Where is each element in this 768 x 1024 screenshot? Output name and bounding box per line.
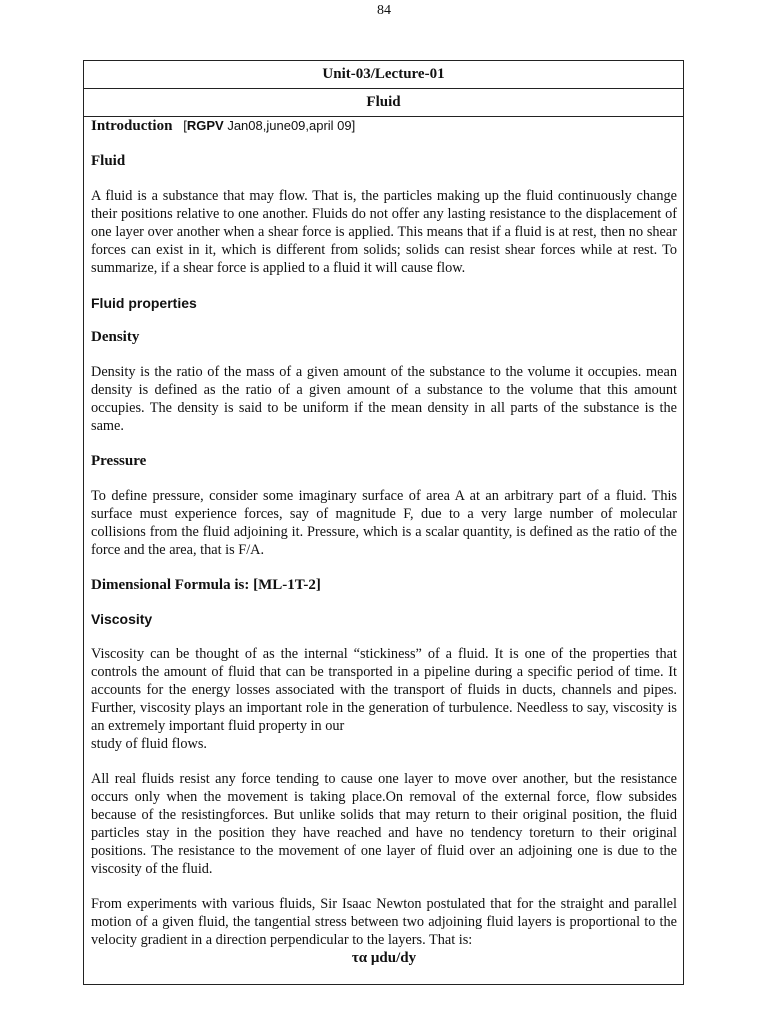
density-heading: Density [91, 329, 140, 345]
source-dates: Jan08,june09,april 09] [227, 118, 356, 133]
viscosity-heading: Viscosity [91, 611, 153, 627]
viscosity-paragraph-1: Viscosity can be thought of as the internal “stickiness” of a fluid. It is one of the properties that controls the amount of fluid that can be transported in a pipeline during a specific period of time. It accounts for the energy losses associated with the transport of fluids in ducts, channels and pipes. Further, viscosity plays an important role in the generation of turbulence. Needless to say, viscosity is an extremely important fluid property in our [91, 646, 677, 734]
source-code: RGPV [186, 118, 224, 133]
viscosity-paragraph-2: All real fluids resist any force tending to cause one layer to move over another, but the resistance occurs only when the movement is taking place.On removal of the external force, flow subsides because of the resistingforces. But unlike solids that may return to their original position, the fluid particles stay in the position they have reached and have no tendency toreturn to their original positions. The resistance to the movement of one layer of fluid over an adjoining one is due to the viscosity of the fluid. [91, 771, 677, 877]
topic-heading: Fluid [84, 89, 683, 117]
unit-heading: Unit-03/Lecture-01 [84, 61, 683, 89]
pressure-heading: Pressure [91, 453, 147, 469]
density-paragraph: Density is the ratio of the mass of a given amount of the substance to the volume it occupies. mean density is defined as the ratio of a given amount of a substance to the volume that this amount occupies. The density is said to be uniform if the mean density in all parts of the substance is the same. [91, 364, 677, 434]
introduction-line [91, 117, 677, 135]
pressure-paragraph: To define pressure, consider some imaginary surface of area A at an arbitrary part of a fluid. This surface must experience forces, say of magnitude F, due to a very large number of molecular collisions from the fluid adjoining it. Pressure, which is a scalar quantity, is defined as the ratio of the force and the area, that is F/A. [91, 488, 677, 558]
viscosity-paragraph-3: From experiments with various fluids, Sir Isaac Newton postulated that for the straight and parallel motion of a given fluid, the tangential stress between two adjoining fluid layers is proportional to the velocity gradient in a direction perpendicular to the layers. That is: [91, 896, 677, 948]
fluid-properties-heading: Fluid properties [91, 295, 197, 311]
introduction-heading: Introduction [91, 118, 173, 134]
page-number: 84 [377, 3, 391, 18]
viscosity-paragraph-1-end: study of fluid flows. [91, 736, 207, 752]
lecture-frame [83, 60, 684, 985]
source-reference: [RGPV Jan08,june09,april 09] [183, 118, 356, 133]
fluid-heading: Fluid [91, 153, 126, 169]
newton-viscosity-formula: τα μdu/dy [351, 950, 417, 966]
dimensional-formula-heading: Dimensional Formula is: [ML-1T-2] [91, 577, 321, 593]
lecture-content [84, 117, 683, 967]
fluid-paragraph: A fluid is a substance that may flow. That is, the particles making up the fluid continuously change their positions relative to one another. Fluids do not offer any lasting resistance to the displacement of one layer over another when a shear force is applied. This means that if a fluid is at rest, then no shear forces can exist in it, which is different from solids; solids can resist shear forces while at rest. To summarize, if a shear force is applied to a fluid it will cause flow. [91, 188, 677, 276]
